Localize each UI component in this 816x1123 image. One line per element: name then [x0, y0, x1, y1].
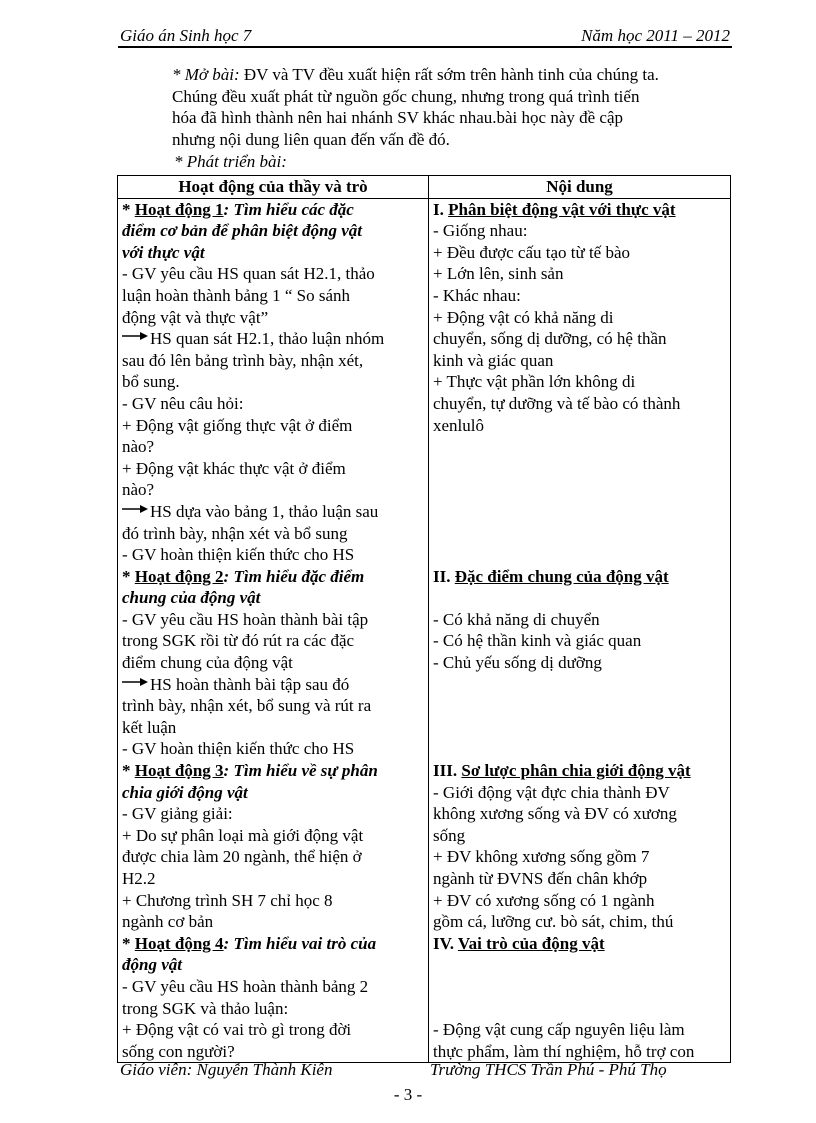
activity-bullet: *	[122, 199, 135, 219]
content-line	[433, 501, 726, 523]
content-text: - Động vật cung cấp nguyên liệu làm	[433, 1020, 685, 1040]
content-text	[433, 480, 437, 499]
content-text	[433, 999, 437, 1018]
intro-text-1: ĐV và TV đều xuất hiện rất sớm trên hành tinh của chúng ta.	[239, 65, 659, 84]
activity-title: chia giới động vật	[122, 782, 248, 802]
activity-line	[122, 609, 424, 631]
content-line	[433, 717, 726, 739]
content-line	[433, 307, 726, 329]
content-line	[433, 458, 726, 480]
activity-line	[122, 1019, 424, 1041]
content-text: chuyển, tự dưỡng và tế bào có thành	[433, 393, 681, 413]
activity-line	[122, 458, 424, 480]
activity-text: - GV yêu cầu HS hoàn thành bài tập	[122, 609, 369, 629]
section-heading: Phân biệt động vật với thực vật	[448, 199, 676, 219]
activity-text: nào?	[122, 480, 155, 500]
content-text: xenlulô	[433, 415, 484, 435]
content-text: - Có khả năng di chuyển	[433, 609, 600, 629]
section-number: IV.	[433, 933, 458, 953]
right-arrow-icon	[122, 497, 150, 519]
content-line	[433, 652, 726, 674]
activity-line	[122, 954, 424, 976]
content-line	[433, 199, 726, 221]
content-line	[433, 976, 726, 998]
activity-text: động vật và thực vật”	[122, 307, 269, 327]
content-text: kinh và giác quan	[433, 350, 554, 370]
content-text	[433, 524, 437, 543]
intro-text-2: Chúng đều xuất phát từ nguồn gốc chung, nhưng trong quá trình tiến	[172, 86, 640, 106]
activity-line	[122, 436, 424, 458]
activity-title: : Tìm hiểu vai trò của	[223, 933, 377, 953]
content-line	[433, 803, 726, 825]
activity-text: HS quan sát H2.1, thảo luận nhóm	[150, 329, 385, 349]
content-text	[433, 588, 437, 607]
footer-school: Trường THCS Trần Phú - Phú Thọ	[430, 1060, 667, 1079]
content-text: - Có hệ thần kinh và giác quan	[433, 631, 642, 651]
section-heading: Đặc điểm chung của động vật	[454, 566, 669, 586]
activity-text: + Do sự phân loại mà giới động vật	[122, 825, 364, 845]
section-number: I.	[433, 199, 449, 219]
content-text: - Giới động vật đực chia thành ĐV	[433, 782, 670, 802]
activity-line	[122, 199, 424, 221]
content-line	[433, 1019, 726, 1041]
activity-text: - GV nêu câu hỏi:	[122, 393, 244, 413]
content-text: + Thực vật phần lớn không di	[433, 372, 636, 392]
content-text: + ĐV có xương sống có 1 ngành	[433, 890, 655, 910]
content-line	[433, 566, 726, 588]
content-text	[433, 718, 437, 737]
content-line	[433, 263, 726, 285]
activity-text: HS hoàn thành bài tập sau đó	[150, 674, 350, 694]
activity-line	[122, 760, 424, 782]
activity-line	[122, 890, 424, 912]
content-text: không xương sống và ĐV có xương	[433, 804, 677, 824]
intro-text-4: nhưng nội dung liên quan đến vấn đề đó.	[172, 129, 450, 149]
content-line	[433, 760, 726, 782]
activity-line	[122, 393, 424, 415]
activity-text: trong SGK rồi từ đó rút ra các đặc	[122, 631, 355, 651]
content-line	[433, 415, 726, 437]
content-line	[433, 998, 726, 1020]
content-text	[433, 459, 437, 478]
activities-cell	[118, 198, 429, 1063]
content-line	[433, 371, 726, 393]
activity-text: + Động vật khác thực vật ở điểm	[122, 458, 346, 478]
activity-text: điểm chung của động vật	[122, 653, 293, 673]
content-line	[433, 825, 726, 847]
content-line	[433, 436, 726, 458]
content-text: sống	[433, 825, 466, 845]
activity-line	[122, 825, 424, 847]
activity-text: - GV hoàn thiện kiến thức cho HS	[122, 739, 355, 759]
content-line	[433, 846, 726, 868]
section-heading: Vai trò của động vật	[457, 933, 605, 953]
intro-lead: * Mở bài:	[172, 65, 240, 84]
content-text	[433, 675, 437, 694]
content-line	[433, 523, 726, 545]
activity-line	[122, 350, 424, 372]
activity-line	[122, 846, 424, 868]
content-text: gồm cá, lưỡng cư. bò sát, chim, thú	[433, 912, 674, 932]
content-line	[433, 587, 726, 609]
table-body-row	[118, 198, 731, 1063]
activity-title: : Tìm hiểu đặc điểm	[223, 566, 365, 586]
activity-line	[122, 242, 424, 264]
activity-text: đó trình bày, nhận xét và bổ sung	[122, 523, 348, 543]
activity-bullet: *	[122, 761, 135, 781]
content-line	[433, 890, 726, 912]
content-line	[433, 328, 726, 350]
activity-text: + Chương trình SH 7 chỉ học 8	[122, 890, 333, 910]
content-line	[433, 868, 726, 890]
activity-line	[122, 220, 424, 242]
activity-text: bổ sung.	[122, 372, 180, 392]
column-header-content: Nội dung	[429, 176, 731, 199]
activity-text: - GV hoàn thiện kiến thức cho HS	[122, 545, 355, 565]
content-line	[433, 479, 726, 501]
content-text	[433, 696, 437, 715]
table-header-row	[118, 176, 731, 199]
content-text	[433, 739, 437, 758]
activity-text: HS dựa vào bảng 1, thảo luận sau	[150, 501, 379, 521]
page-header	[118, 26, 732, 48]
intro-paragraph	[172, 64, 728, 150]
activity-title: động vật	[122, 955, 182, 975]
activity-line	[122, 285, 424, 307]
content-line	[433, 738, 726, 760]
footer-teacher: Giáo viên: Nguyễn Thành Kiên	[120, 1060, 333, 1079]
activity-title: với thực vật	[122, 242, 205, 262]
section-number: III.	[433, 761, 462, 781]
content-text	[433, 545, 437, 564]
activity-line	[122, 674, 424, 696]
activity-line	[122, 523, 424, 545]
activity-line	[122, 415, 424, 437]
activity-text: - GV yêu cầu HS quan sát H2.1, thảo	[122, 264, 375, 284]
activity-text: - GV yêu cầu HS hoàn thành bảng 2	[122, 976, 369, 996]
content-line	[433, 220, 726, 242]
content-line	[433, 954, 726, 976]
section-heading: Sơ lược phân chia giới động vật	[461, 761, 691, 781]
content-line	[433, 695, 726, 717]
content-text: + ĐV không xương sống gồm 7	[433, 847, 650, 867]
header-subject: Giáo án Sinh học 7	[120, 26, 252, 45]
activity-text: nào?	[122, 437, 155, 457]
column-header-activities: Hoạt động của thầy và trò	[118, 176, 429, 199]
content-text: - Khác nhau:	[433, 285, 521, 305]
activity-line	[122, 479, 424, 501]
section-number: II.	[433, 566, 455, 586]
activity-text: - GV giảng giải:	[122, 804, 233, 824]
lesson-table	[117, 175, 731, 1063]
activity-line	[122, 911, 424, 933]
content-text: + Đều được cấu tạo từ tế bào	[433, 242, 631, 262]
content-line	[433, 911, 726, 933]
page-footer	[118, 1060, 732, 1080]
activity-heading: Hoạt động 2	[134, 566, 224, 586]
activity-title: : Tìm hiểu các đặc	[223, 199, 354, 219]
activity-line	[122, 652, 424, 674]
content-text	[433, 955, 437, 974]
activity-text: trình bày, nhận xét, bổ sung và rút ra	[122, 696, 372, 716]
content-line	[433, 630, 726, 652]
activity-title: chung của động vật	[122, 588, 261, 608]
development-heading: * Phát triển bài:	[174, 152, 287, 171]
activity-heading: Hoạt động 4	[134, 933, 224, 953]
activity-line	[122, 263, 424, 285]
activity-line	[122, 630, 424, 652]
content-line	[433, 544, 726, 566]
activity-text: sống con người?	[122, 1041, 235, 1061]
content-line	[433, 674, 726, 696]
content-line	[433, 350, 726, 372]
right-arrow-icon	[122, 324, 150, 346]
content-text: thực phẩm, làm thí nghiệm, hỗ trợ con	[433, 1041, 695, 1061]
activity-text: trong SGK và thảo luận:	[122, 998, 289, 1018]
content-text	[433, 502, 437, 521]
activity-line	[122, 695, 424, 717]
activity-text: được chia làm 20 ngành, thể hiện ở	[122, 847, 362, 867]
intro-text-3: hóa đã hình thành nên hai nhánh SV khác nhau.bài học này đề cập	[172, 108, 623, 127]
content-text: + Động vật có khả năng di	[433, 307, 614, 327]
content-cell	[429, 198, 731, 1063]
page-number: - 3 -	[393, 1085, 423, 1104]
activity-bullet: *	[122, 566, 135, 586]
activity-text: ngành cơ bản	[122, 912, 214, 932]
content-line	[433, 242, 726, 264]
content-text: - Giống nhau:	[433, 221, 528, 241]
activity-line	[122, 371, 424, 393]
activity-heading: Hoạt động 3	[134, 761, 224, 781]
activity-line	[122, 933, 424, 955]
header-school-year: Năm học 2011 – 2012	[581, 26, 730, 45]
activity-line	[122, 717, 424, 739]
content-line	[433, 393, 726, 415]
activity-bullet: *	[122, 933, 135, 953]
activity-text: sau đó lên bảng trình bày, nhận xét,	[122, 350, 364, 370]
content-line	[433, 782, 726, 804]
content-text	[433, 437, 437, 456]
content-line	[433, 285, 726, 307]
activity-line	[122, 868, 424, 890]
activity-line	[122, 328, 424, 350]
activity-text: kết luận	[122, 717, 177, 737]
activity-line	[122, 544, 424, 566]
activity-heading: Hoạt động 1	[134, 199, 224, 219]
content-text: + Lớn lên, sinh sản	[433, 264, 564, 284]
content-text: - Chủ yếu sống dị dưỡng	[433, 653, 602, 673]
activity-title: : Tìm hiểu về sự phân	[223, 761, 378, 781]
activity-line	[122, 738, 424, 760]
activity-line	[122, 307, 424, 329]
activity-line	[122, 998, 424, 1020]
activity-line	[122, 976, 424, 998]
activity-line	[122, 782, 424, 804]
right-arrow-icon	[122, 670, 150, 692]
activity-text: H2.2	[122, 869, 156, 888]
activity-line	[122, 501, 424, 523]
content-line	[433, 933, 726, 955]
content-text: chuyển, sống dị dưỡng, có hệ thần	[433, 329, 667, 349]
content-text	[433, 977, 437, 996]
activity-line	[122, 803, 424, 825]
activity-text: + Động vật giống thực vật ở điểm	[122, 415, 353, 435]
activity-line	[122, 566, 424, 588]
content-line	[433, 609, 726, 631]
activity-text: luận hoàn thành bảng 1 “ So sánh	[122, 285, 351, 305]
activity-line	[122, 587, 424, 609]
activity-title: điểm cơ bản để phân biệt động vật	[122, 221, 363, 241]
content-text: ngành từ ĐVNS đến chân khớp	[433, 869, 648, 888]
activity-text: + Động vật có vai trò gì trong đời	[122, 1020, 352, 1040]
